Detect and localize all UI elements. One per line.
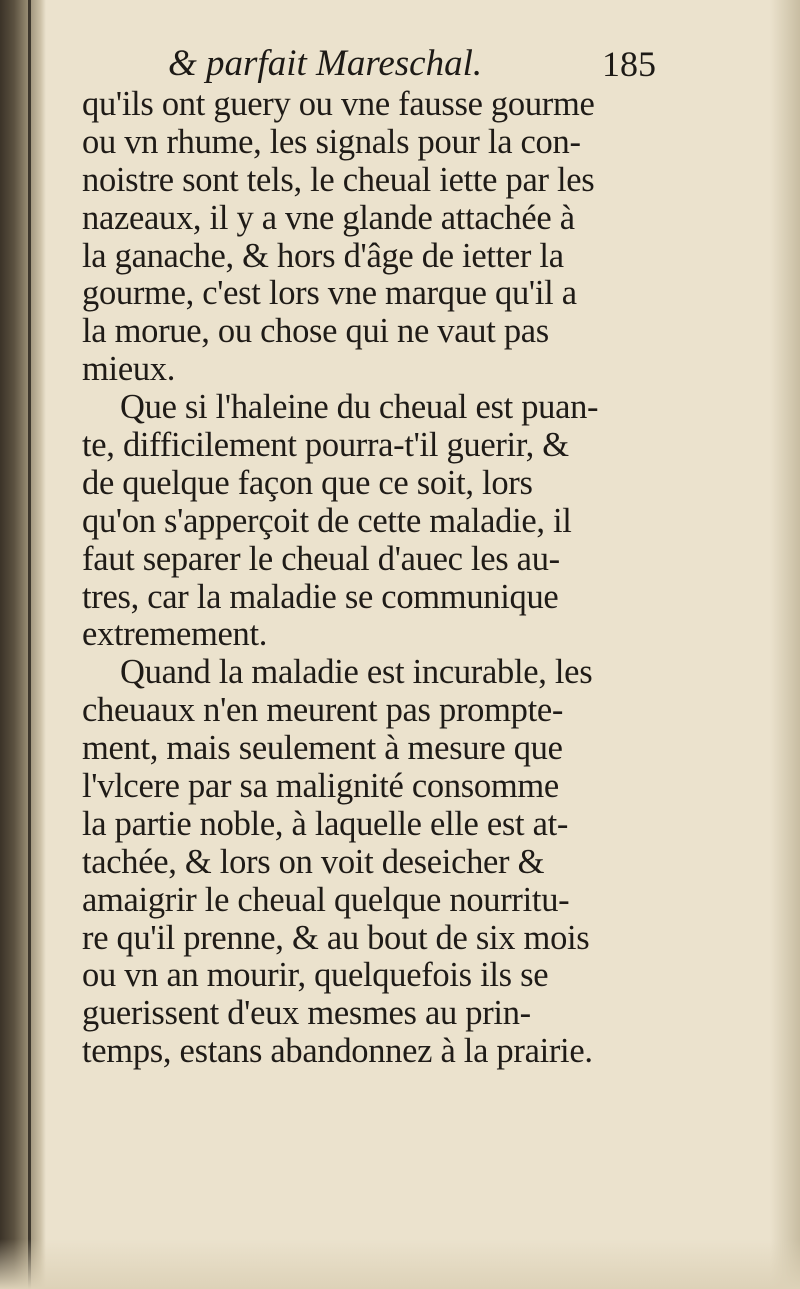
text-line: mieux. — [82, 351, 176, 389]
text-line: te, difficilement pourra-t'il guerir, & — [82, 427, 569, 465]
text-line: Que si l'haleine du cheual est puan- — [120, 389, 599, 427]
book-spine-shadow — [0, 0, 46, 1289]
text-line: la ganache, & hors d'âge de ietter la — [82, 237, 564, 275]
text-line: la partie noble, à laquelle elle est at- — [82, 805, 569, 843]
text-line: la morue, ou chose qui ne vaut pas — [82, 313, 549, 351]
text-line: ment, mais seulement à mesure que — [82, 730, 563, 768]
text-line: temps, estans abandonnez à la prairie. — [82, 1033, 593, 1071]
text-line: qu'on s'apperçoit de cette maladie, il — [82, 502, 572, 540]
text-line: l'vlcere par sa malignité consomme — [82, 768, 559, 806]
text-line: faut separer le cheual d'auec les au- — [82, 540, 560, 578]
text-line: re qu'il prenne, & au bout de six mois — [82, 919, 590, 957]
text-line: qu'ils ont guery ou vne fausse gourme — [82, 86, 595, 123]
text-line: Quand la maladie est incurable, les — [120, 654, 593, 692]
text-line: de quelque façon que ce soit, lors — [82, 464, 533, 502]
text-line: extremement. — [82, 616, 268, 654]
text-line: amaigrir le cheual quelque nourritu- — [82, 881, 570, 919]
text-line: gourme, c'est lors vne marque qu'il a — [82, 275, 577, 313]
gutter-edge — [28, 0, 31, 1289]
page-header — [168, 38, 668, 90]
text-line: tachée, & lors on voit deseicher & — [82, 843, 545, 881]
page-number: 185 — [602, 44, 656, 84]
text-line: nazeaux, il y a vne glande attachée à — [82, 199, 575, 237]
text-line: noistre sont tels, le cheual iette par les — [82, 161, 595, 199]
text-line: ou vn rhume, les signals pour la con- — [82, 123, 581, 161]
body-text — [82, 86, 672, 1071]
text-line: guerissent d'eux mesmes au prin- — [82, 995, 531, 1033]
running-title: & parfait Mareschal. — [168, 43, 483, 84]
text-line: cheuaux n'en meurent pas prompte- — [82, 692, 564, 730]
text-line: ou vn an mourir, quelquefois ils se — [82, 957, 549, 995]
page-edge-shadow — [770, 0, 800, 1289]
page-bottom-shadow — [0, 1239, 800, 1289]
text-line: tres, car la maladie se communique — [82, 578, 559, 616]
